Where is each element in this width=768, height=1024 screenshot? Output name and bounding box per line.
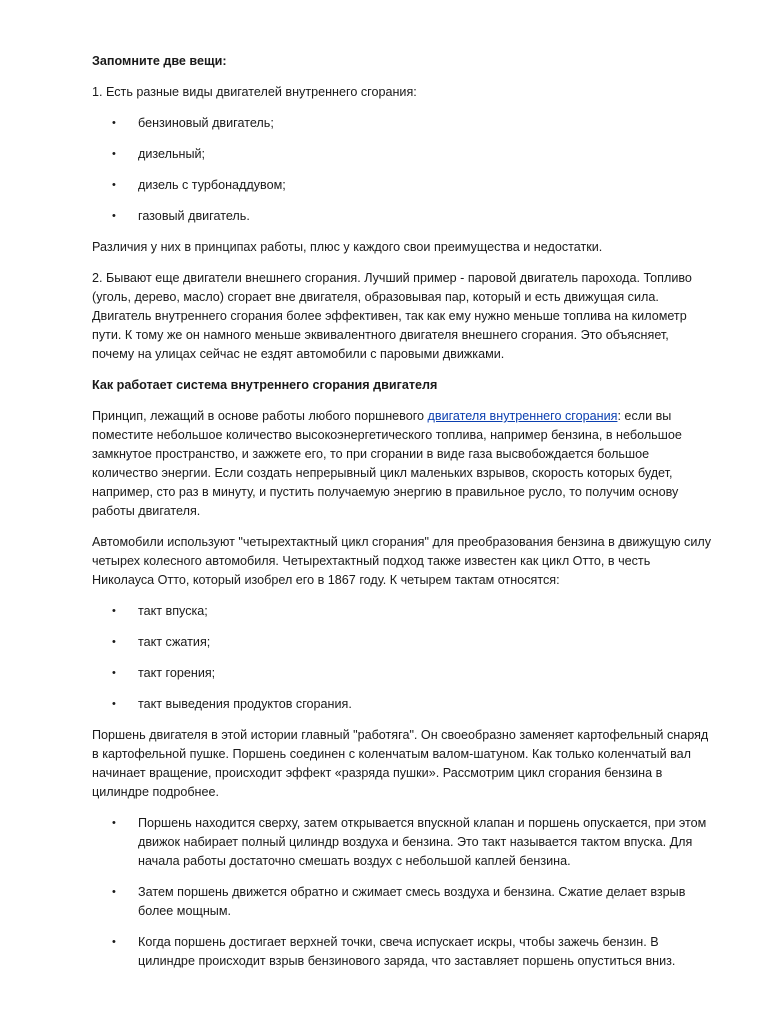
bullet-icon: • <box>112 936 116 948</box>
list-item: • такт горения; <box>92 664 712 683</box>
bullet-icon: • <box>112 886 116 898</box>
bullet-icon: • <box>112 179 116 191</box>
point-2: 2. Бывают еще двигатели внешнего сгорания. Лучший пример - паровой двигатель парохода. Топливо (уголь, дерево, масло) сгорает вне двигателя, образовывая пар, который и есть движущая сила. Двигатель внутреннего сгорания более эффективен, так как ему нужно меньше топлива на километр пути. К тому же он намного меньше эквивалентного двигателя внешнего сгорания. Это объясняет, почему на улицах сейчас не ездят автомобили с паровыми движками. <box>92 271 692 361</box>
list-item: • такт выведения продуктов сгорания. <box>92 695 712 714</box>
heading-remember: Запомните две вещи: <box>92 54 227 68</box>
bullet-icon: • <box>112 210 116 222</box>
section-title: Как работает система внутреннего сгорания двигателя <box>92 378 438 392</box>
bullet-icon: • <box>112 667 116 679</box>
four-stroke-paragraph: Автомобили используют "четырехтактный цикл сгорания" для преобразования бензина в движущую силу четырех колесного автомобиля. Четырехтактный подход также известен как цикл Отто, в честь Николауса Отто, который изобрел его в 1867 году. К четырем тактам относятся: <box>92 535 712 587</box>
bullet-icon: • <box>112 605 116 617</box>
piston-paragraph: Поршень двигателя в этой истории главный "работяга". Он своеобразно заменяет картофельный снаряд в картофельной пушке. Поршень соединен с коленчатым валом-шатуном. Как только коленчатый вал начинает вращение, происходит эффект «разряда пушки». Рассмотрим цикл сгорания бензина в цилиндре подробнее. <box>92 728 709 799</box>
list-item: • бензиновый двигатель; <box>92 114 712 133</box>
principle-paragraph: Принцип, лежащий в основе работы любого поршневого двигателя внутреннего сгорания: если вы поместите небольшое количество высокоэнергетического топлива, например бензина, в небольшое замкнутое пространство, и зажжете его, то при сгорании в виде газа высвобождается большое количество энергии. Если создать непрерывный цикл маленьких взрывов, скорость которых будет, например, сто раз в минуту, и пустить получаемую энергию в правильное русло, то получим основу работы двигателя. <box>92 409 682 518</box>
bullet-icon: • <box>112 817 116 829</box>
list-item: • дизель с турбонаддувом; <box>92 176 712 195</box>
list-item: • Поршень находится сверху, затем открывается впускной клапан и поршень опускается, при этом движок набирает полный цилиндр воздуха и бензина. Это такт называется тактом впуска. Для начала работы достаточно смешать воздух с небольшой каплей бензина. <box>112 816 707 868</box>
differences-paragraph: Различия у них в принципах работы, плюс у каждого свои преимущества и недостатки. <box>92 240 603 254</box>
strokes-list <box>92 602 712 714</box>
engine-types-list <box>92 114 712 226</box>
cycle-steps-list <box>92 814 712 971</box>
bullet-icon: • <box>112 636 116 648</box>
list-item: • Когда поршень достигает верхней точки, свеча испускает искры, чтобы зажечь бензин. В цилиндре происходит взрыв бензинового заряда, что заставляет поршень опуститься вниз. <box>112 935 676 968</box>
bullet-icon: • <box>112 117 116 129</box>
list-item: • Затем поршень движется обратно и сжимает смесь воздуха и бензина. Сжатие делает взрыв более мощным. <box>112 885 686 918</box>
bullet-icon: • <box>112 148 116 160</box>
document-page <box>92 52 712 983</box>
list-item: • газовый двигатель. <box>92 207 712 226</box>
point-1: 1. Есть разные виды двигателей внутреннего сгорания: <box>92 85 417 99</box>
bullet-icon: • <box>112 698 116 710</box>
list-item: • такт сжатия; <box>92 633 712 652</box>
list-item: • дизельный; <box>92 145 712 164</box>
engine-link[interactable]: двигателя внутреннего сгорания <box>427 409 618 423</box>
list-item: • такт впуска; <box>92 602 712 621</box>
